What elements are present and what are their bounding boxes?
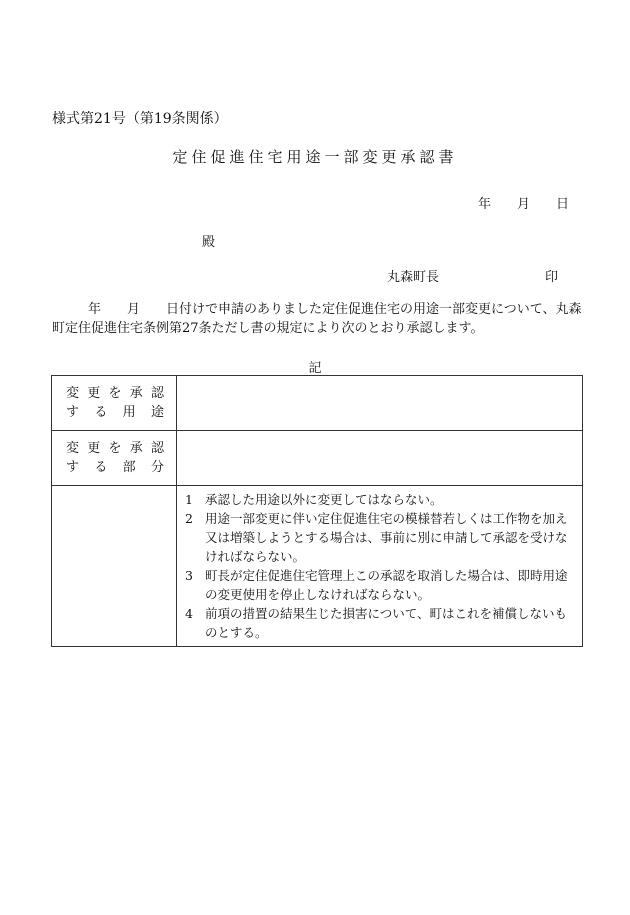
approval-detail-table — [51, 375, 583, 647]
label-cell-part — [52, 431, 177, 486]
table-row — [52, 376, 583, 431]
table-row — [52, 431, 583, 486]
label-cell-usage — [52, 376, 177, 431]
record-heading: 記 — [308, 361, 322, 376]
condition-number: 4 — [185, 606, 193, 621]
value-cell-part[interactable] — [177, 431, 583, 486]
value-cell-usage[interactable] — [177, 376, 583, 431]
condition-item — [185, 604, 576, 642]
label-char: 変 — [66, 386, 80, 401]
label-char: 更 — [87, 386, 101, 401]
label-char: 承 — [129, 441, 143, 456]
condition-item — [185, 566, 576, 604]
condition-text: 承認した用途以外に変更してはならない。 — [205, 492, 443, 507]
label-char: 部 — [122, 460, 136, 475]
condition-text: 前項の措置の結果生じた損害について、町はこれを補償しないものとする。 — [205, 606, 568, 640]
seal-mark: 印 — [545, 270, 559, 285]
label-line — [52, 384, 176, 403]
label-char: 更 — [87, 441, 101, 456]
condition-item — [185, 509, 576, 566]
label-char: る — [94, 405, 108, 420]
label-line — [52, 458, 176, 477]
label-char: 分 — [150, 460, 164, 475]
condition-text: 用途一部変更に伴い定住促進住宅の模様替若しくは工作物を加え又は増築しようとする場合は、事前に別に申請して承認を受けなければならない。 — [205, 511, 568, 564]
empty-label-cell — [52, 486, 177, 647]
label-char: 用 — [122, 405, 136, 420]
date-year: 年 — [478, 197, 492, 212]
label-char: 認 — [150, 441, 164, 456]
date-line — [478, 193, 569, 212]
condition-number: 2 — [185, 511, 193, 526]
body-paragraph: 年 月 日付けで申請のありました定住促進住宅の用途一部変更について、丸森町定住促進住宅条例第27条ただし書の規定により次のとおり承認します。 — [52, 302, 582, 336]
label-char: を — [108, 441, 122, 456]
date-month: 月 — [517, 197, 531, 212]
conditions-cell — [177, 486, 583, 647]
addressee-suffix: 殿 — [202, 235, 216, 250]
table-row — [52, 486, 583, 647]
condition-item — [185, 490, 576, 509]
label-char: す — [66, 460, 80, 475]
label-char: す — [66, 405, 80, 420]
issuer-name: 丸森町長 — [387, 270, 440, 285]
document-title: 定住促進住宅用途一部変更承認書 — [172, 148, 458, 166]
label-char: 変 — [66, 441, 80, 456]
label-line — [52, 403, 176, 422]
label-char: 認 — [150, 386, 164, 401]
label-char: る — [94, 460, 108, 475]
label-line — [52, 439, 176, 458]
date-day: 日 — [556, 197, 570, 212]
label-char: 途 — [150, 405, 164, 420]
condition-text: 町長が定住促進住宅管理上この承認を取消した場合は、即時用途の変更使用を停止しなければならない。 — [205, 568, 568, 602]
label-char: 承 — [129, 386, 143, 401]
label-char: を — [108, 386, 122, 401]
condition-number: 1 — [185, 492, 193, 507]
form-number: 様式第21号（第19条関係） — [52, 111, 228, 127]
condition-number: 3 — [185, 568, 193, 583]
conditions-list — [177, 486, 582, 646]
